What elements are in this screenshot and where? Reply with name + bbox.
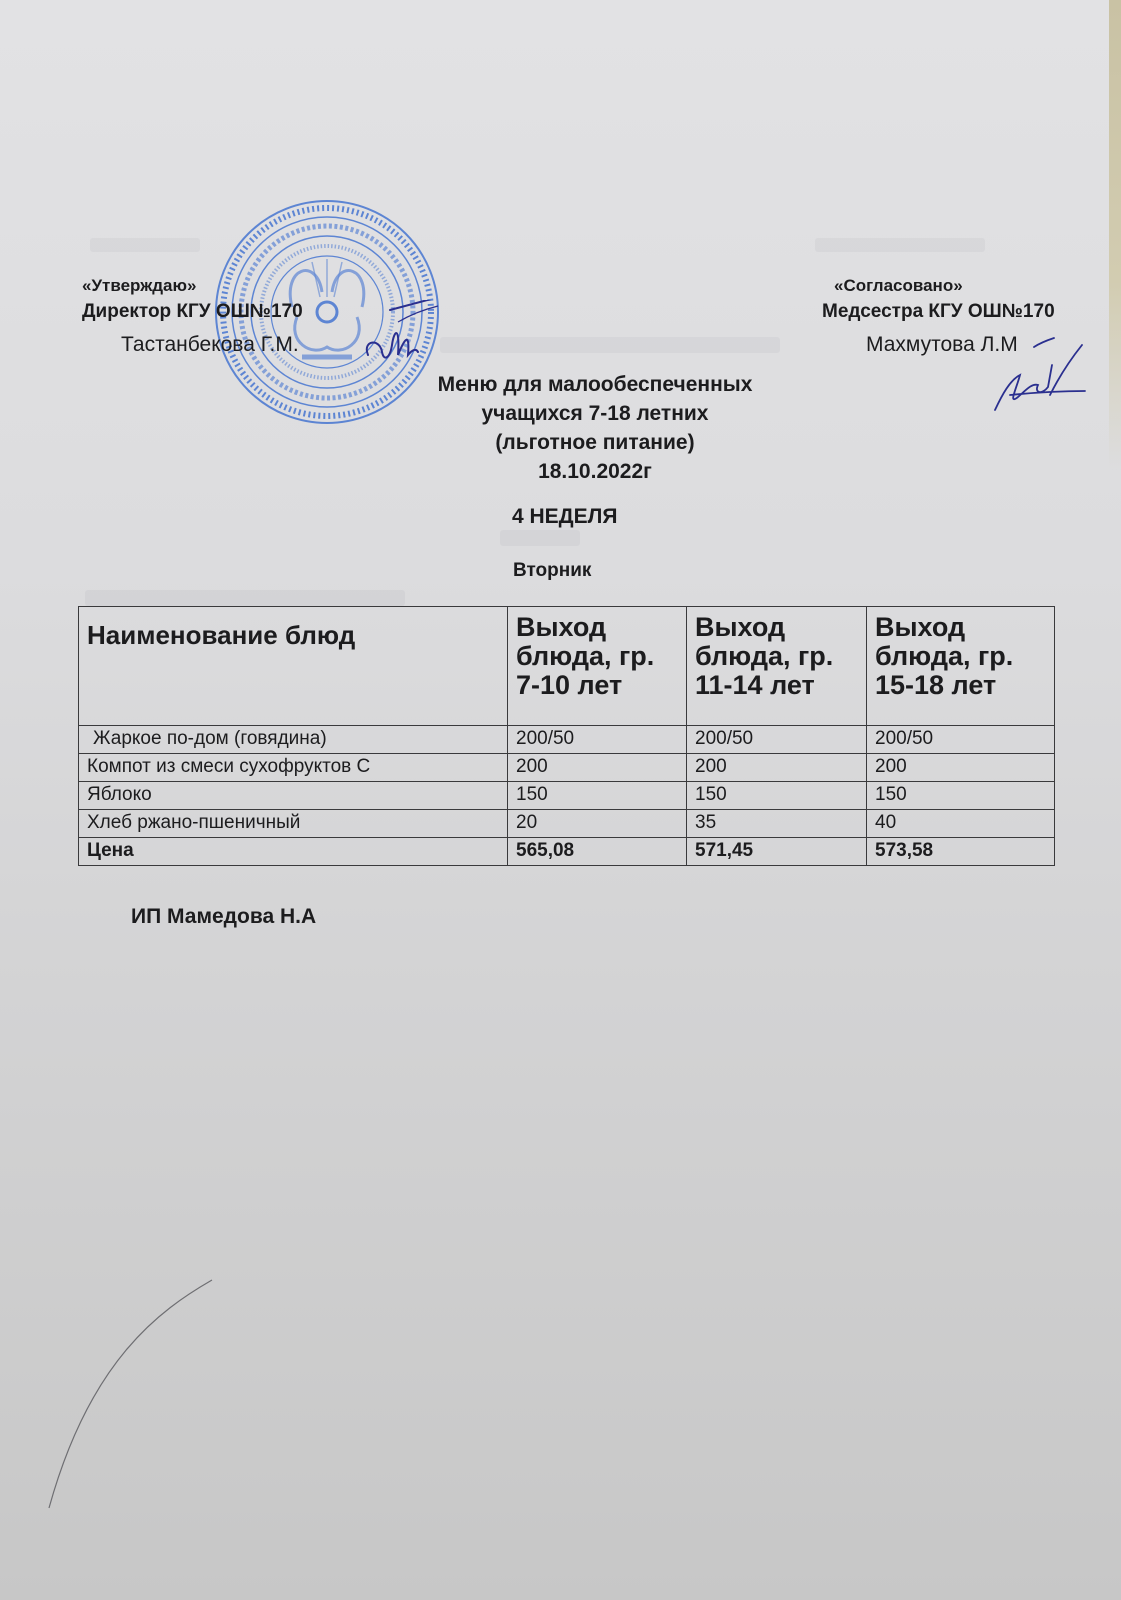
dish-name-cell: Компот из смеси сухофруктов С xyxy=(79,754,508,782)
header-text: 15-18 лет xyxy=(875,670,997,700)
table-row xyxy=(79,782,1055,810)
page-edge xyxy=(1109,0,1121,470)
header-text: Выход xyxy=(875,612,966,642)
bleed-through-text xyxy=(90,238,200,252)
yield-cell: 200 xyxy=(508,754,687,782)
header-text: блюда, гр. xyxy=(875,641,1014,671)
approval-name: Тастанбекова Г.М. xyxy=(121,333,299,356)
heading-line-2: учащихся 7-18 летних xyxy=(481,402,709,425)
price-cell: 565,08 xyxy=(508,838,687,866)
bleed-through-text xyxy=(85,590,405,606)
document-heading xyxy=(395,370,795,486)
yield-cell: 200/50 xyxy=(687,726,867,754)
price-cell: 573,58 xyxy=(867,838,1055,866)
director-signature-icon xyxy=(360,300,440,370)
dish-name-cell: Яблоко xyxy=(79,782,508,810)
bleed-through-text xyxy=(440,337,780,353)
menu-table xyxy=(78,606,1055,866)
yield-cell: 200 xyxy=(687,754,867,782)
yield-cell: 200/50 xyxy=(867,726,1055,754)
heading-line-1: Меню для малообеспеченных xyxy=(437,373,753,396)
dish-name-cell: Хлеб ржано-пшеничный xyxy=(79,810,508,838)
header-text: блюда, гр. xyxy=(695,641,834,671)
header-yield-11-14 xyxy=(687,607,867,726)
header-yield-7-10 xyxy=(508,607,687,726)
vendor-name: ИП Мамедова Н.А xyxy=(131,905,317,928)
header-text: Наименование блюд xyxy=(87,620,356,650)
week-label: 4 НЕДЕЛЯ xyxy=(512,505,618,528)
table-row xyxy=(79,810,1055,838)
header-text: 11-14 лет xyxy=(695,670,815,700)
price-row xyxy=(79,838,1055,866)
table-header-row xyxy=(79,607,1055,726)
table-row xyxy=(79,726,1055,754)
heading-line-3: (льготное питание) xyxy=(495,431,695,454)
header-dish-name xyxy=(79,607,508,726)
price-label: Цена xyxy=(79,838,508,866)
day-label: Вторник xyxy=(513,560,592,581)
heading-date: 18.10.2022г xyxy=(538,460,652,483)
header-yield-15-18 xyxy=(867,607,1055,726)
header-text: 7-10 лет xyxy=(516,670,623,700)
header-text: Выход xyxy=(516,612,607,642)
bleed-through-text xyxy=(500,530,580,546)
approval-title: «Утверждаю» xyxy=(82,276,197,295)
pencil-mark-icon xyxy=(40,1270,230,1520)
agreement-name: Махмутова Л.М xyxy=(866,333,1018,356)
table-row xyxy=(79,754,1055,782)
approval-role: Директор КГУ ОШ№170 xyxy=(82,301,303,322)
yield-cell: 150 xyxy=(687,782,867,810)
agreement-title: «Согласовано» xyxy=(834,276,963,295)
price-cell: 571,45 xyxy=(687,838,867,866)
yield-cell: 20 xyxy=(508,810,687,838)
bleed-through-text xyxy=(815,238,985,252)
agreement-role: Медсестра КГУ ОШ№170 xyxy=(822,301,1055,322)
yield-cell: 40 xyxy=(867,810,1055,838)
nurse-signature-icon xyxy=(990,335,1090,415)
yield-cell: 35 xyxy=(687,810,867,838)
yield-cell: 200 xyxy=(867,754,1055,782)
header-text: Выход xyxy=(695,612,786,642)
yield-cell: 150 xyxy=(508,782,687,810)
yield-cell: 200/50 xyxy=(508,726,687,754)
yield-cell: 150 xyxy=(867,782,1055,810)
header-text: блюда, гр. xyxy=(516,641,655,671)
dish-name-cell: Жаркое по-дом (говядина) xyxy=(79,726,508,754)
